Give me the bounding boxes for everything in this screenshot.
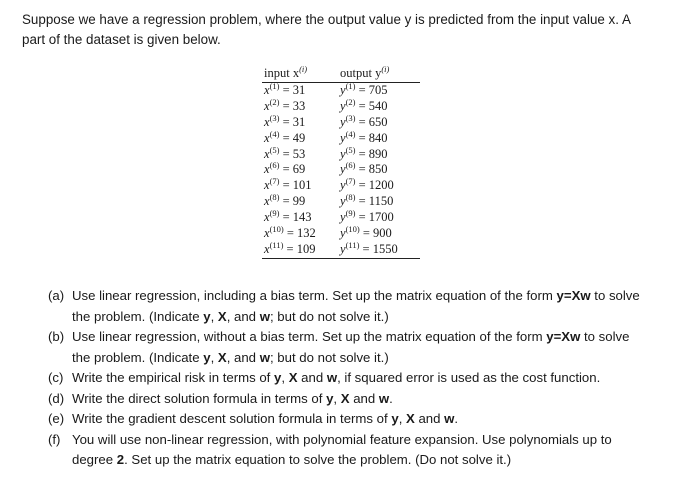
question-label: (d) [48, 390, 65, 406]
table-row [262, 162, 420, 178]
input-cell: $x^{(8)} = 99$ [264, 192, 306, 209]
intro-line-2: part of the dataset is given below. [22, 32, 221, 47]
table-row [262, 144, 420, 163]
question-list [48, 286, 648, 471]
question-text: You will use non-linear regression, with polynomial feature expansion. Use polynomials up to degree 2. Set up the matrix equation to solve the problem. (Do not solve it.) [72, 431, 612, 467]
question-item [48, 368, 648, 389]
question-item [48, 430, 648, 471]
question-text: Write the direct solution formula in terms of y, X and w. [72, 390, 393, 406]
output-cell: $y^{(11)} = 1550$ [340, 239, 398, 256]
table-row [262, 83, 420, 99]
question-item [48, 286, 648, 327]
input-cell: $x^{(7)} = 101$ [264, 176, 312, 193]
table-row [262, 178, 420, 194]
output-cell: $y^{(9)} = 1700$ [340, 208, 394, 225]
input-cell: $x^{(1)} = 31$ [264, 81, 306, 97]
input-cell: $x^{(5)} = 53$ [264, 144, 306, 161]
output-cell: $y^{(2)} = 540$ [340, 96, 388, 113]
header-output: output $y^{(i)}$ [340, 64, 390, 80]
header-input: input $x^{(i)}$ [264, 64, 308, 80]
dataset-table [262, 64, 420, 259]
question-text: Write the gradient descent solution formula in terms of y, X and w. [72, 411, 459, 426]
question-item [48, 389, 648, 410]
question-text: Use linear regression, including a bias term. Set up the matrix equation of the form y=Xw to solve the problem. (Indicate y, X, and w; but do not solve it.) [72, 288, 640, 324]
output-cell: $y^{(3)} = 650$ [340, 112, 388, 129]
table-row [262, 226, 420, 242]
question-item [48, 409, 648, 430]
output-cell: $y^{(5)} = 890$ [340, 144, 388, 161]
table-row [262, 194, 420, 210]
input-cell: $x^{(10)} = 132$ [264, 224, 316, 241]
question-text: Use linear regression, without a bias term. Set up the matrix equation of the form y=Xw to solve the problem. (Indicate y, X, and w; but do not solve it.) [72, 329, 630, 365]
input-cell: $x^{(6)} = 69$ [264, 160, 306, 177]
question-label: (f) [48, 431, 61, 447]
output-cell: $y^{(6)} = 850$ [340, 160, 388, 177]
table-row [262, 128, 420, 147]
question-label: (c) [48, 370, 64, 385]
question-item [48, 327, 648, 368]
output-cell: $y^{(7)} = 1200$ [340, 176, 394, 193]
output-cell: $y^{(1)} = 705$ [340, 81, 388, 97]
question-label: (b) [48, 329, 65, 344]
table-row [262, 239, 420, 259]
input-cell: $x^{(4)} = 49$ [264, 128, 306, 145]
problem-intro [22, 10, 662, 50]
input-cell: $x^{(3)} = 31$ [264, 112, 306, 129]
table-header [262, 64, 420, 83]
question-text: Write the empirical risk in terms of y, X and w, if squared error is used as the cost function. [72, 370, 601, 385]
question-label: (e) [48, 411, 65, 426]
input-cell: $x^{(9)} = 143$ [264, 208, 312, 225]
table-row [262, 112, 420, 131]
intro-line-1: Suppose we have a regression problem, where the output value y is predicted from the input value x. A [22, 12, 631, 27]
table-body [262, 83, 420, 259]
table-row [262, 210, 420, 226]
output-cell: $y^{(10)} = 900$ [340, 224, 392, 241]
output-cell: $y^{(8)} = 1150$ [340, 192, 394, 209]
output-cell: $y^{(4)} = 840$ [340, 128, 388, 145]
table-row [262, 96, 420, 115]
input-cell: $x^{(11)} = 109$ [264, 239, 316, 256]
question-label: (a) [48, 288, 65, 303]
input-cell: $x^{(2)} = 33$ [264, 96, 306, 113]
